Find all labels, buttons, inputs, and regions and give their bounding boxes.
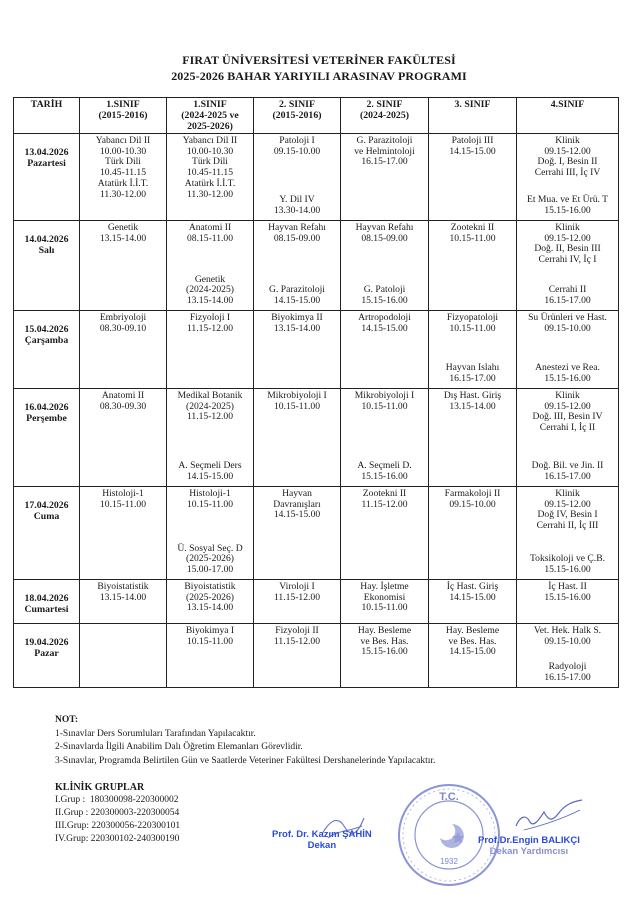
cell-content: [80, 221, 166, 310]
cell-content: [429, 624, 516, 687]
exam-entry: Anatomi II 08.15-11.00: [186, 221, 233, 244]
cell-content: [167, 624, 253, 687]
exam-entry: Hayvan Refahı 08.15-09.00: [355, 221, 414, 244]
exam-date: 19.04.2026: [24, 636, 69, 648]
cell-content: [429, 134, 516, 220]
schedule-cell: [517, 310, 619, 388]
exam-entry: A. Seçmeli D. 15.15-16.00: [357, 460, 412, 483]
schedule-cell: [167, 310, 254, 388]
exam-entry: A. Seçmeli Ders 14.15-15.00: [178, 460, 242, 483]
clinic-groups-title: KLİNİK GRUPLAR: [55, 782, 145, 793]
cell-content: [167, 389, 253, 486]
cell-content: [517, 580, 618, 623]
column-header-class2-2024: 2. SINIF (2024-2025): [341, 98, 429, 134]
exam-entry: Anestezi ve Rea. 15.15-16.00: [535, 362, 600, 385]
schedule-cell: [429, 623, 517, 687]
exam-entry: Fizyopatoloji 10.15-11.00: [446, 311, 499, 334]
cell-content: [80, 311, 166, 388]
exam-date: 15.04.2026: [24, 323, 69, 335]
cell-content: [341, 134, 428, 220]
schedule-cell: [254, 220, 341, 310]
date-cell: [14, 623, 80, 687]
exam-entry: Doğ. Bil. ve Jin. II 16.15-17.00: [531, 460, 604, 483]
cell-content: [429, 389, 516, 486]
page-title-line1: FIRAT ÜNİVERSİTESİ VETERİNER FAKÜLTESİ: [182, 53, 456, 67]
exam-entry: Biyokimya I 10.15-11.00: [185, 624, 235, 647]
exam-date: 18.04.2026: [24, 592, 69, 604]
cell-content: [517, 389, 618, 486]
cell-content: [341, 624, 428, 687]
clinic-group-item: II.Grup : 220300003-220300054: [55, 808, 180, 818]
exam-day: Pazartesi: [27, 157, 66, 169]
cell-content: [341, 311, 428, 388]
schedule-cell: [517, 220, 619, 310]
exam-entry: Klinik 09.15-12.00 Doğ IV, Besin I Cerrahi II, İç III: [536, 487, 599, 532]
schedule-row: [14, 220, 619, 310]
vice-dean-role: Dekan Yardımcısı: [489, 846, 569, 857]
column-header-class1-2015: 1.SINIF (2015-2016): [80, 98, 167, 134]
cell-content: [80, 624, 166, 687]
cell-content: [429, 487, 516, 579]
cell-content: [167, 487, 253, 579]
cell-content: [167, 221, 253, 310]
cell-content: [517, 624, 618, 687]
schedule-cell: [80, 623, 167, 687]
cell-content: [80, 487, 166, 579]
clinic-group-item: I.Grup : 180300098-220300002: [55, 795, 179, 805]
seal-text: T.C.: [439, 791, 459, 803]
exam-entry: Yabancı Dil II 10.00-10.30 Türk Dili 10.45-11.15 Atatürk İ.İ.T. 11.30-12.00: [95, 134, 151, 200]
cell-content: [517, 311, 618, 388]
date-cell: [14, 220, 80, 310]
schedule-cell: [517, 133, 619, 220]
schedule-cell: [254, 486, 341, 579]
schedule-cell: [80, 220, 167, 310]
cell-content: [254, 134, 340, 220]
exam-entry: Zootekni II 11.15-12.00: [361, 487, 408, 510]
schedule-row: [14, 388, 619, 486]
exam-entry: Anatomi II 08.30-09.30: [99, 389, 147, 412]
cell-content: [341, 487, 428, 579]
cell-content: [80, 580, 166, 623]
cell-content: [254, 580, 340, 623]
dean-role: Dekan: [307, 840, 337, 851]
cell-content: [517, 221, 618, 310]
schedule-cell: [341, 486, 429, 579]
column-header-class3: 3. SINIF: [429, 98, 517, 134]
schedule-cell: [167, 579, 254, 623]
exam-day: Çarşamba: [24, 334, 69, 346]
dean-signature: [272, 829, 372, 851]
exam-entry: Farmakoloji II 09.15-10.00: [444, 487, 501, 510]
schedule-cell: [341, 310, 429, 388]
exam-entry: İç Hast. II 15.15-16.00: [544, 580, 591, 603]
schedule-cell: [341, 623, 429, 687]
schedule-cell: [429, 220, 517, 310]
cell-content: [167, 134, 253, 220]
schedule-cell: [167, 486, 254, 579]
notes-section: [55, 714, 435, 768]
exam-entry: Biyoistatistik 13.15-14.00: [97, 580, 149, 603]
exam-date: 17.04.2026: [24, 499, 69, 511]
exam-entry: Klinik 09.15-12.00 Doğ. I, Besin II Cerrahi III, İç IV: [534, 134, 601, 179]
column-header-class2-2015: 2. SINIF (2015-2016): [254, 98, 341, 134]
exam-entry: Dış Hast. Giriş 13.15-14.00: [443, 389, 502, 412]
cell-content: [80, 389, 166, 486]
exam-entry: Hayvan Islahı 16.15-17.00: [445, 362, 500, 385]
schedule-row: [14, 310, 619, 388]
notes-title: NOT:: [55, 715, 79, 725]
exam-entry: Klinik 09.15-12.00 Doğ. II, Besin III Cerrahi IV, İç I: [534, 221, 601, 266]
date-cell: [14, 388, 80, 486]
date-cell: [14, 579, 80, 623]
exam-entry: Hay. İşletme Ekonomisi 10.15-11.00: [360, 580, 409, 614]
date-cell: [14, 133, 80, 220]
vice-dean-name: Prof.Dr.Engin BALIKÇI: [478, 835, 580, 846]
schedule-row: [14, 623, 619, 687]
cell-content: [341, 389, 428, 486]
schedule-cell: [341, 388, 429, 486]
clinic-groups-section: [55, 781, 180, 846]
exam-entry: Medikal Botanik (2024-2025) 11.15-12.00: [177, 389, 243, 423]
cell-content: [341, 221, 428, 310]
cell-content: [167, 580, 253, 623]
cell-content: [517, 487, 618, 579]
exam-entry: G. Parazitoloji 14.15-15.00: [269, 284, 325, 307]
exam-day: Cumartesi: [24, 603, 69, 615]
exam-entry: Et Mua. ve Et Ürü. T 15.15-16.00: [526, 194, 609, 217]
schedule-cell: [167, 220, 254, 310]
schedule-cell: [80, 310, 167, 388]
schedule-cell: [341, 133, 429, 220]
cell-content: [517, 134, 618, 220]
exam-entry: Fizyoloji I 11.15-12.00: [186, 311, 233, 334]
date-cell: [14, 310, 80, 388]
schedule-cell: [517, 579, 619, 623]
exam-entry: Histoloji-1 10.15-11.00: [186, 487, 233, 510]
exam-day: Cuma: [33, 510, 60, 522]
schedule-cell: [517, 623, 619, 687]
schedule-cell: [429, 486, 517, 579]
cell-content: [254, 311, 340, 388]
page-title-line2: 2025-2026 BAHAR YARIYILI ARASINAV PROGRAMI: [171, 69, 467, 83]
exam-entry: İç Hast. Giriş 14.15-15.00: [446, 580, 499, 603]
exam-entry: Patoloji I 09.15-10.00: [273, 134, 321, 157]
exam-entry: Y. Dil IV 13.30-14.00: [273, 194, 321, 217]
note-item: 3-Sınavlar, Programda Belirtilen Gün ve Saatlerde Veteriner Fakültesi Dershanelerinde Yapılacaktır.: [55, 755, 436, 766]
cell-content: [167, 311, 253, 388]
exam-schedule-table: [13, 97, 619, 688]
cell-content: [80, 134, 166, 220]
schedule-cell: [517, 388, 619, 486]
schedule-cell: [341, 579, 429, 623]
exam-entry: Hay. Besleme ve Bes. Has. 15.15-16.00: [357, 624, 412, 658]
schedule-cell: [254, 310, 341, 388]
exam-date: 14.04.2026: [24, 233, 69, 245]
exam-entry: Genetik (2024-2025) 13.15-14.00: [186, 273, 234, 307]
exam-day: Pazar: [34, 647, 59, 659]
schedule-cell: [254, 623, 341, 687]
exam-entry: Artropodoloji 14.15-15.00: [358, 311, 411, 334]
schedule-cell: [429, 310, 517, 388]
cell-content: [254, 221, 340, 310]
note-item: 1-Sınavlar Ders Sorumluları Tarafından Yapılacaktır.: [55, 728, 256, 739]
exam-entry: Hayvan Davranışları 14.15-15.00: [273, 487, 321, 521]
column-header-class4: 4.SINIF: [517, 98, 619, 134]
seal-year: 1932: [440, 857, 458, 866]
vice-dean-signature-scribble: [510, 796, 590, 836]
clinic-group-item: IV.Grup: 220300102-240300190: [55, 834, 180, 844]
schedule-cell: [517, 486, 619, 579]
schedule-row: [14, 486, 619, 579]
exam-entry: Patoloji III 14.15-15.00: [449, 134, 496, 157]
cell-content: [254, 624, 340, 687]
exam-entry: Radyoloji 16.15-17.00: [544, 661, 591, 684]
exam-entry: Hayvan Refahı 08.15-09.00: [268, 221, 326, 244]
exam-entry: Cerrahi II 16.15-17.00: [544, 284, 591, 307]
exam-entry: Embriyoloji 08.30-09.10: [99, 311, 147, 334]
cell-content: [429, 221, 516, 310]
schedule-cell: [429, 388, 517, 486]
dean-name: Prof. Dr. Kazım ŞAHİN: [272, 829, 372, 840]
schedule-cell: [167, 623, 254, 687]
schedule-row: [14, 133, 619, 220]
exam-entry: Viroloji I 11.15-12.00: [273, 580, 320, 603]
exam-date: 16.04.2026: [24, 401, 69, 413]
schedule-row: [14, 579, 619, 623]
column-header-class1-2024: 1.SINIF (2024-2025 ve 2025-2026): [167, 98, 254, 134]
vice-dean-signature: [478, 835, 580, 857]
schedule-cell: [80, 486, 167, 579]
exam-entry: Biyokimya II 13.15-14.00: [271, 311, 323, 334]
cell-content: [341, 580, 428, 623]
header-row: [14, 98, 619, 134]
schedule-cell: [254, 133, 341, 220]
schedule-cell: [429, 579, 517, 623]
schedule-cell: [429, 133, 517, 220]
exam-entry: Klinik 09.15-12.00 Doğ. III, Besin IV Cerrahi I, İç II: [532, 389, 603, 434]
exam-date: 13.04.2026: [24, 146, 69, 158]
exam-entry: Yabancı Dil II 10.00-10.30 Türk Dili 10.45-11.15 Atatürk İ.İ.T. 11.30-12.00: [182, 134, 238, 200]
exam-day: Salı: [38, 244, 55, 256]
exam-entry: Histoloji-1 10.15-11.00: [99, 487, 146, 510]
schedule-cell: [254, 388, 341, 486]
exam-entry: Vet. Hek. Halk S. 09.15-10.00: [533, 624, 602, 647]
exam-entry: Su Ürünleri ve Hast. 09.15-10.00: [528, 311, 607, 334]
schedule-cell: [80, 133, 167, 220]
schedule-cell: [167, 388, 254, 486]
exam-entry: Toksikoloji ve Ç.B. 15.15-16.00: [529, 553, 606, 576]
schedule-cell: [167, 133, 254, 220]
exam-entry: Ü. Sosyal Seç. D (2025-2026) 15.00-17.00: [177, 542, 243, 576]
schedule-cell: [254, 579, 341, 623]
exam-entry: Genetik 13.15-14.00: [99, 221, 147, 244]
cell-content: [429, 580, 516, 623]
exam-entry: Mikrobiyoloji I 10.15-11.00: [267, 389, 327, 412]
exam-entry: Biyoistatistik (2025-2026) 13.15-14.00: [184, 580, 236, 614]
exam-entry: Hay. Besleme ve Bes. Has. 14.15-15.00: [445, 624, 500, 658]
date-cell: [14, 486, 80, 579]
cell-content: [254, 487, 340, 579]
note-item: 2-Sınavlarda İlgili Anabilim Dalı Öğretim Elemanları Görevlidir.: [55, 742, 303, 752]
exam-entry: Zootekni II 10.15-11.00: [449, 221, 496, 244]
exam-day: Perşembe: [26, 412, 67, 424]
schedule-cell: [80, 579, 167, 623]
exam-entry: Fizyoloji II 11.15-12.00: [273, 624, 320, 647]
schedule-cell: [80, 388, 167, 486]
exam-entry: G. Patoloji 15.15-16.00: [361, 284, 408, 307]
exam-entry: Mikrobiyoloji I 10.15-11.00: [354, 389, 415, 412]
column-header-date: TARİH: [14, 98, 80, 134]
exam-entry: G. Parazitoloji ve Helmintoloji 16.15-17.00: [354, 134, 415, 168]
cell-content: [254, 389, 340, 486]
cell-content: [429, 311, 516, 388]
clinic-group-item: III.Grup: 220300056-220300101: [55, 821, 181, 831]
schedule-cell: [341, 220, 429, 310]
